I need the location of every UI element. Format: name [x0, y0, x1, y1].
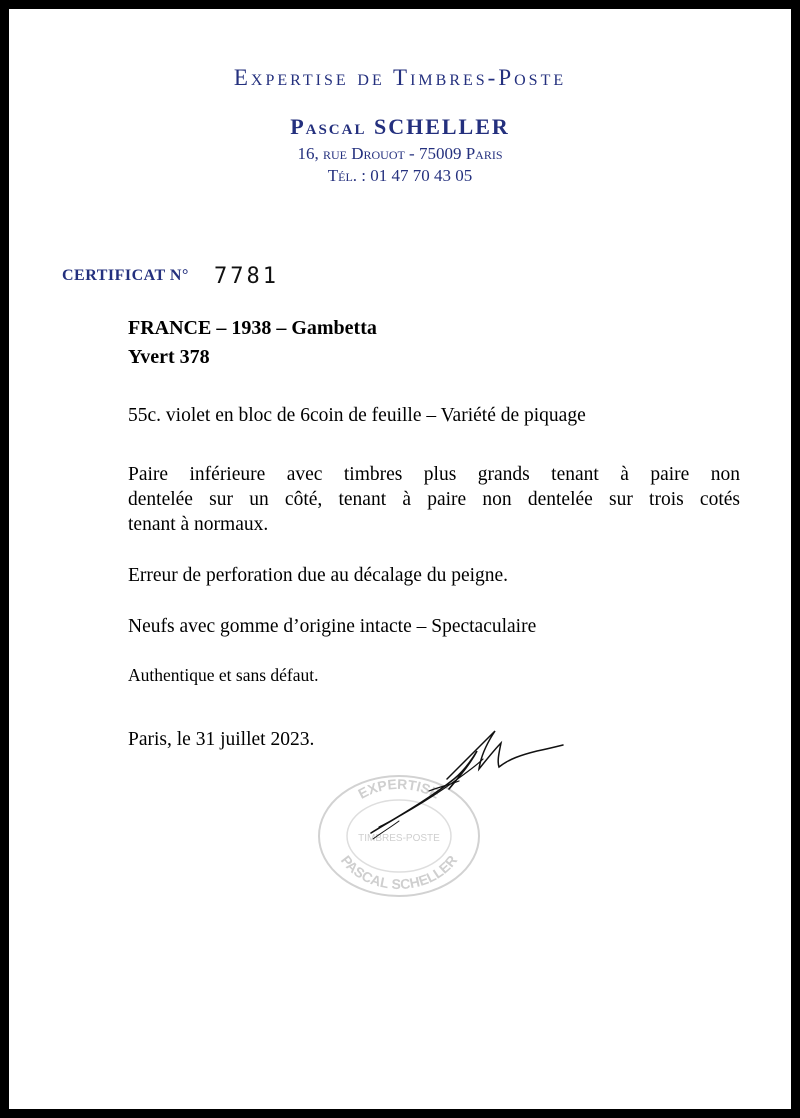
- perforation-paragraph: Erreur de perforation due au décalage du peigne.: [128, 565, 509, 586]
- expert-address: 16, rue Drouot - 75009 Paris: [297, 144, 503, 163]
- variety-line-2: dentelée sur un côté, tenant à paire non dentelée sur trois cotés: [128, 489, 740, 510]
- expert-name: Pascal SCHELLER: [290, 114, 510, 139]
- condition-paragraph: Neufs avec gomme d’origine intacte – Spectaculaire: [128, 616, 537, 637]
- seal-text-top: EXPERTISE: [355, 775, 443, 802]
- variety-line-3: tenant à normaux.: [128, 514, 269, 535]
- authenticity-statement: Authentique et sans défaut.: [128, 665, 319, 685]
- variety-line-1: Paire inférieure avec timbres plus grands tenant à paire non: [128, 464, 740, 485]
- seal-text-middle: TIMBRES-POSTE: [358, 833, 440, 844]
- certificate-sheet: [9, 9, 791, 1109]
- place-date: Paris, le 31 juillet 2023.: [128, 729, 315, 750]
- stamp-catalog-number: Yvert 378: [128, 346, 210, 368]
- seal-text-bottom: PASCAL SCHELLER: [337, 852, 461, 893]
- certificate-number: 7781: [214, 264, 279, 289]
- header-title: Expertise de Timbres-Poste: [233, 65, 567, 90]
- handwritten-signature: [359, 721, 569, 851]
- stamp-title: FRANCE – 1938 – Gambetta: [128, 317, 377, 339]
- certificate-label: CERTIFICAT N°: [62, 267, 189, 284]
- description-paragraph: 55c. violet en bloc de 6coin de feuille – Variété de piquage: [128, 405, 586, 426]
- expert-phone: Tél. : 01 47 70 43 05: [327, 166, 473, 185]
